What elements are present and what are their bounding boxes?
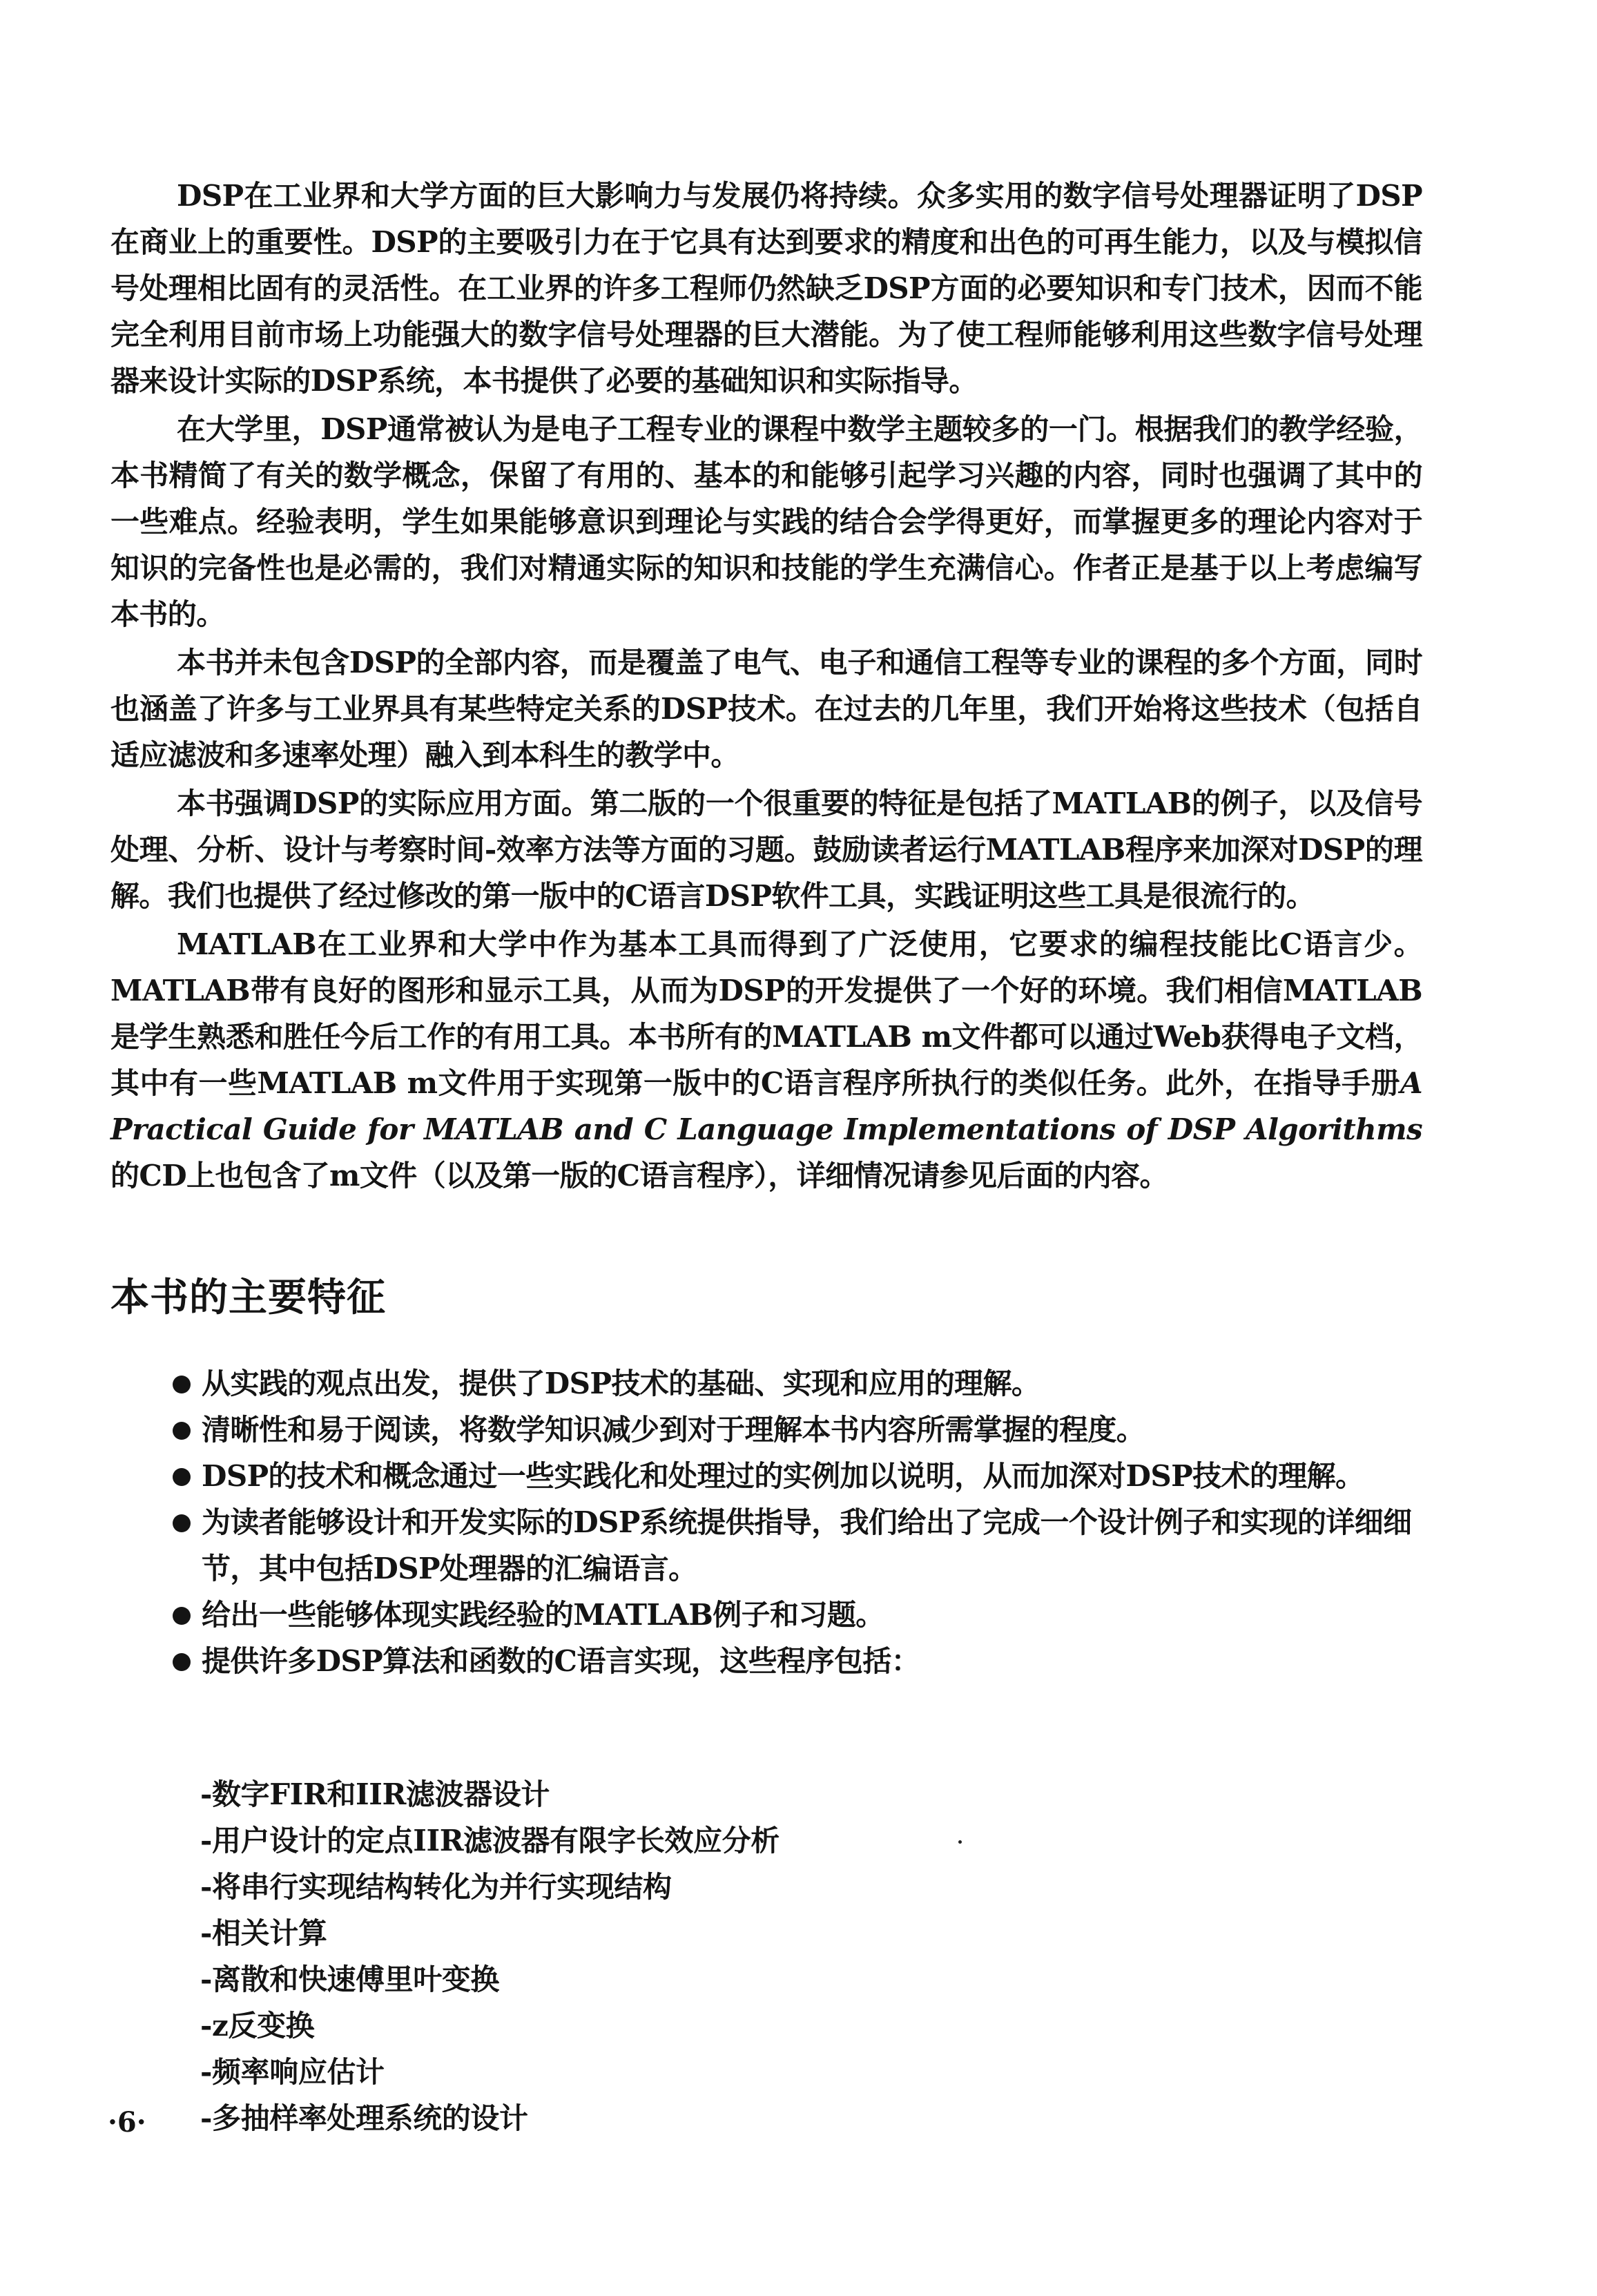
preface-body — [110, 173, 1422, 1199]
page-number: ·6· — [108, 2106, 146, 2139]
feature-text: 清晰性和易于阅读，将数学知识减少到对于理解本书内容所需掌握的程度。 — [202, 1413, 1145, 1447]
c-program-list — [200, 1771, 780, 2141]
paragraph-matlab — [110, 921, 1422, 1199]
feature-text: 给出一些能够体现实践经验的MATLAB例子和习题。 — [202, 1598, 884, 1632]
feature-text: 提供许多DSP算法和函数的C语言实现，这些程序包括： — [202, 1644, 920, 1678]
bullet-icon — [173, 1468, 191, 1486]
feature-item — [173, 1499, 1422, 1592]
bullet-icon — [173, 1607, 191, 1625]
paragraph-dsp-influence: DSP在工业界和大学方面的巨大影响力与发展仍将持续。众多实用的数字信号处理器证明了DSP在商业上的重要性。DSP的主要吸引力在于它具有达到要求的精度和出色的可再生能力，以及与模拟信号处理相比固有的灵活性。在工业界的许多工程师仍然缺乏DSP方面的必要知识和专门技术，因而不能完全利用目前市场上功能强大的数字信号处理器的巨大潜能。为了使工程师能够利用这些数字信号处理器来设计实际的DSP系统，本书提供了必要的基础知识和实际指导。 — [110, 179, 1422, 398]
c-program-item: -将串行实现结构转化为并行实现结构 — [200, 1870, 672, 1904]
feature-item — [173, 1638, 1422, 1684]
feature-item — [173, 1453, 1422, 1499]
feature-item — [173, 1592, 1422, 1638]
guide-book-title: A Practical Guide for MATLAB and C Language Implementations of DSP Algorithms — [110, 1066, 1422, 1146]
paragraph-matlab-text-a: MATLAB在工业界和大学中作为基本工具而得到了广泛使用，它要求的编程技能比C语言少。MATLAB带有良好的图形和显示工具，从而为DSP的开发提供了一个好的环境。我们相信MATLAB是学生熟悉和胜任今后工作的有用工具。本书所有的MATLAB m文件都可以通过Web获得电子文档，其中有一些MATLAB m文件用于实现第一版中的C语言程序所执行的类似任务。此外，在指导手册 — [110, 927, 1422, 1100]
section-heading: 本书的主要特征 — [110, 1275, 386, 1320]
c-program-item: -用户设计的定点IIR滤波器有限字长效应分析 — [200, 1824, 780, 1858]
c-program-item: -相关计算 — [200, 1916, 327, 1950]
bullet-icon — [173, 1422, 191, 1440]
c-program-item: -多抽样率处理系统的设计 — [200, 2101, 528, 2135]
c-program-item: -离散和快速傅里叶变换 — [200, 1962, 500, 1996]
paragraph-practical-emphasis: 本书强调DSP的实际应用方面。第二版的一个很重要的特征是包括了MATLAB的例子，以及信号处理、分析、设计与考察时间-效率方法等方面的习题。鼓励读者运行MATLAB程序来加深对DSP的理解。我们也提供了经过修改的第一版中的C语言DSP软件工具，实践证明这些工具是很流行的。 — [110, 787, 1422, 913]
paragraph-matlab-text-b: 的CD上也包含了m文件（以及第一版的C语言程序），详细情况请参见后面的内容。 — [110, 1159, 1168, 1193]
bullet-icon — [173, 1653, 191, 1671]
c-program-item: -z反变换 — [200, 2009, 315, 2043]
c-program-item: -数字FIR和IIR滤波器设计 — [200, 1777, 550, 1811]
feature-list — [173, 1360, 1422, 1684]
feature-text: DSP的技术和概念通过一些实践化和处理过的实例加以说明，从而加深对DSP技术的理解。 — [202, 1459, 1364, 1493]
feature-text: 为读者能够设计和开发实际的DSP系统提供指导，我们给出了完成一个设计例子和实现的详细细节，其中包括DSP处理器的汇编语言。 — [202, 1505, 1412, 1585]
feature-item — [173, 1407, 1422, 1453]
feature-item — [173, 1360, 1422, 1407]
paragraph-coverage: 本书并未包含DSP的全部内容，而是覆盖了电气、电子和通信工程等专业的课程的多个方面，同时也涵盖了许多与工业界具有某些特定关系的DSP技术。在过去的几年里，我们开始将这些技术（包括自适应滤波和多速率处理）融入到本科生的教学中。 — [110, 646, 1422, 772]
c-program-item: -频率响应估计 — [200, 2055, 385, 2089]
scan-speck — [958, 1840, 962, 1844]
bullet-icon — [173, 1376, 191, 1393]
bullet-icon — [173, 1514, 191, 1532]
paragraph-university: 在大学里，DSP通常被认为是电子工程专业的课程中数学主题较多的一门。根据我们的教学经验，本书精简了有关的数学概念，保留了有用的、基本的和能够引起学习兴趣的内容，同时也强调了其中的一些难点。经验表明，学生如果能够意识到理论与实践的结合会学得更好，而掌握更多的理论内容对于知识的完备性也是必需的，我们对精通实际的知识和技能的学生充满信心。作者正是基于以上考虑编写本书的。 — [110, 412, 1422, 631]
feature-text: 从实践的观点出发，提供了DSP技术的基础、实现和应用的理解。 — [202, 1367, 1041, 1400]
